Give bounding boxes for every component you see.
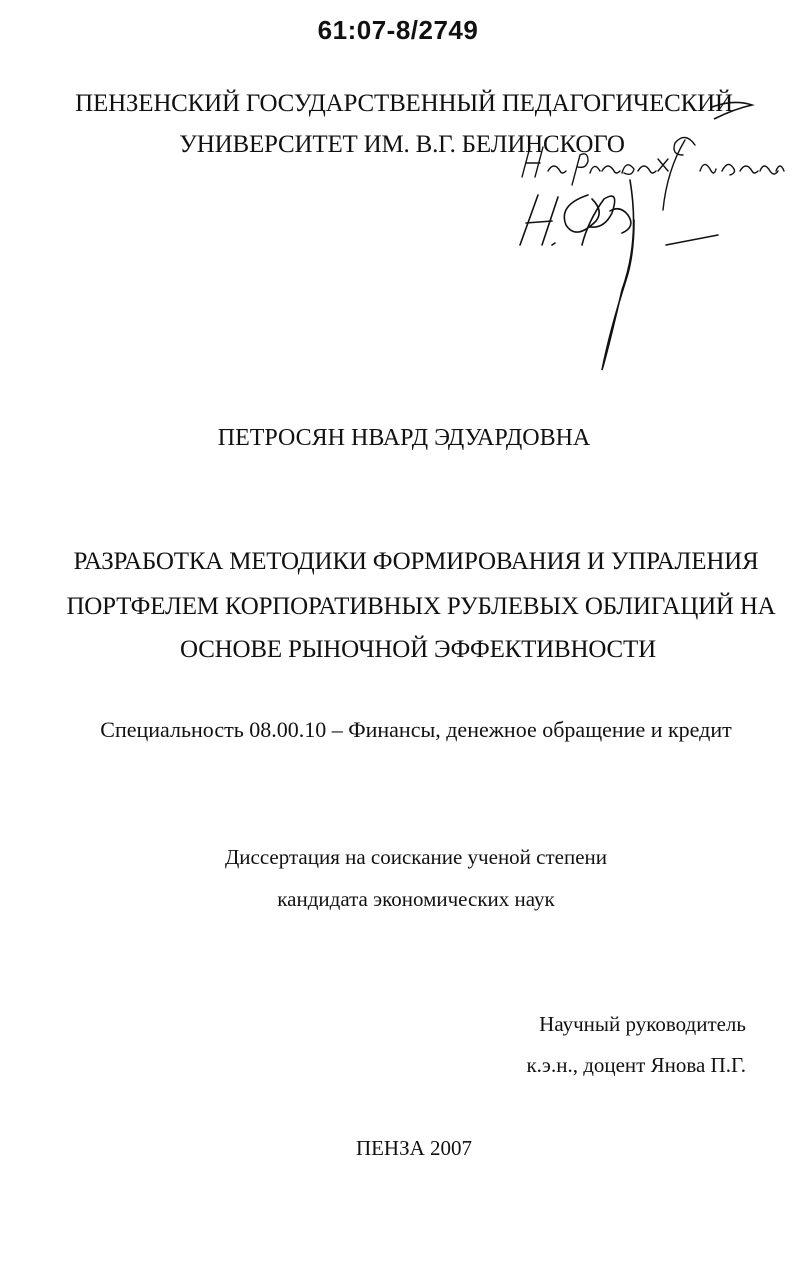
handwritten-signature: [490, 85, 790, 375]
institution-line-1: ПЕНЗЕНСКИЙ ГОСУДАРСТВЕННЫЙ ПЕДАГОГИЧЕСКИЙ: [75, 90, 733, 117]
author-name: ПЕТРОСЯН НВАРД ЭДУАРДОВНА: [217, 425, 591, 451]
thesis-title-line: ПОРТФЕЛЕМ КОРПОРАТИВНЫХ РУБЛЕВЫХ ОБЛИГАЦИЙ НА: [66, 593, 776, 620]
city-year: ПЕНЗА 2007: [355, 1136, 473, 1160]
thesis-title-line: РАЗРАБОТКА МЕТОДИКИ ФОРМИРОВАНИЯ И УПРАЛЕНИЯ: [73, 548, 759, 575]
supervisor-name: к.э.н., доцент Янова П.Г.: [526, 1053, 746, 1077]
degree-line-2: кандидата экономических наук: [277, 887, 555, 911]
archive-code: 61:07-8/2749: [317, 15, 479, 45]
thesis-title-line: ОСНОВЕ РЫНОЧНОЙ ЭФФЕКТИВНОСТИ: [180, 636, 656, 663]
supervisor-label: Научный руководитель: [539, 1012, 746, 1036]
specialty: Специальность 08.00.10 – Финансы, денежное обращение и кредит: [100, 717, 732, 742]
institution-line-2: УНИВЕРСИТЕТ ИМ. В.Г. БЕЛИНСКОГО: [179, 131, 625, 158]
degree-line-1: Диссертация на соискание ученой степени: [224, 845, 608, 869]
